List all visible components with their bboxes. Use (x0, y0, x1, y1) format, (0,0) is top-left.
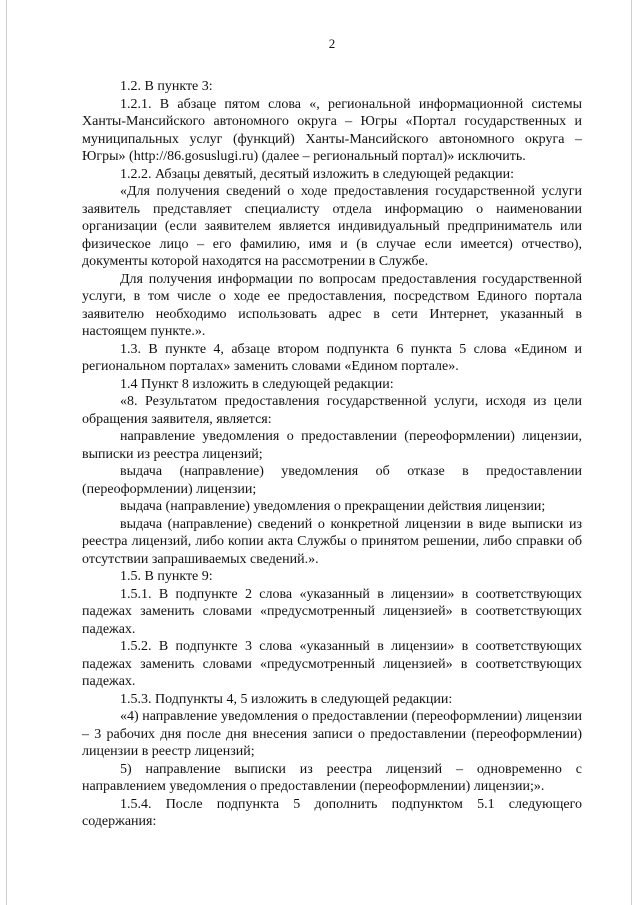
paragraph: выдача (направление) уведомления об отказе в предоставлении (переоформлении) лицензии; (82, 464, 582, 497)
document-body (82, 78, 582, 831)
paragraph: 1.3. В пункте 4, абзаце втором подпункта 6 пункта 5 слова «Едином и региональном порталах» заменить словами «Едином портале». (82, 341, 582, 374)
paragraph: 1.5.4. После подпункта 5 дополнить подпунктом 5.1 следующего содержания: (82, 796, 582, 829)
paragraph: 1.5.2. В подпункте 3 слова «указанный в лицензии» в соответствующих падежах заменить словами «предусмотренный лицензией» в соответствующих падежах. (82, 639, 582, 689)
paragraph: 1.5. В пункте 9: (120, 569, 213, 584)
paragraph: «4) направление уведомления о предоставлении (переоформлении) лицензии – 3 рабочих дня после дня внесения записи о предоставлении (переоформлении) лицензии в реестр лицензий; (82, 709, 582, 759)
paragraph: выдача (направление) уведомления о прекращении действия лицензии; (120, 499, 546, 514)
paragraph: выдача (направление) сведений о конкретной лицензии в виде выписки из реестра лицензий, либо копии акта Службы о принятом решении, либо справки об отсутствии запрашиваемых сведений.». (82, 516, 582, 567)
paragraph: Для получения информации по вопросам предоставления государственной услуги, в том числе о ходе ее предоставления, посредством Единого портала заявителю необходимо использовать адрес в сети Интернет, указанный в настоящем пункте.». (82, 271, 582, 339)
scan-edge-left (6, 0, 7, 905)
paragraph: 1.5.3. Подпункты 4, 5 изложить в следующей редакции: (120, 691, 453, 707)
scan-edge-right (631, 0, 632, 905)
paragraph: 1.2.2. Абзацы девятый, десятый изложить в следующей редакции: (120, 166, 515, 182)
paragraph: «Для получения сведений о ходе предоставления государственной услуги заявитель представляет специалисту отдела информацию о наименовании организации (если заявителем является индивидуальный предприниматель или физическое лицо – его фамилию, имя и (в случае если имеется) отчество), документы которой находятся на рассмотрении в Службе. (82, 184, 582, 269)
paragraph: 5) направление выписки из реестра лицензий – одновременно с направлением уведомления о предоставлении (переоформлении) лицензии;». (82, 761, 582, 794)
paragraph: 1.5.1. В подпункте 2 слова «указанный в лицензии» в соответствующих падежах заменить словами «предусмотренный лицензией» в соответствующих падежах. (82, 586, 582, 637)
paragraph: 1.2. В пункте 3: (120, 79, 213, 94)
paragraph: 1.2.1. В абзаце пятом слова «, региональной информационной системы Ханты-Мансийского автономного округа – Югры «Портал государственных и муниципальных услуг (функций) Ханты-Мансийского автономного округа – Югры» (http://86.gosuslugi.ru) (далее – региональный портал)» исключить. (82, 96, 582, 164)
paragraph: 1.4 Пункт 8 изложить в следующей редакции: (120, 376, 394, 392)
paragraph: «8. Результатом предоставления государственной услуги, исходя из цели обращения заявителя, является: (82, 394, 582, 427)
page-number: 2 (328, 36, 336, 51)
paragraph: направление уведомления о предоставлении (переоформлении) лицензии, выписки из реестра лицензий; (82, 429, 582, 462)
